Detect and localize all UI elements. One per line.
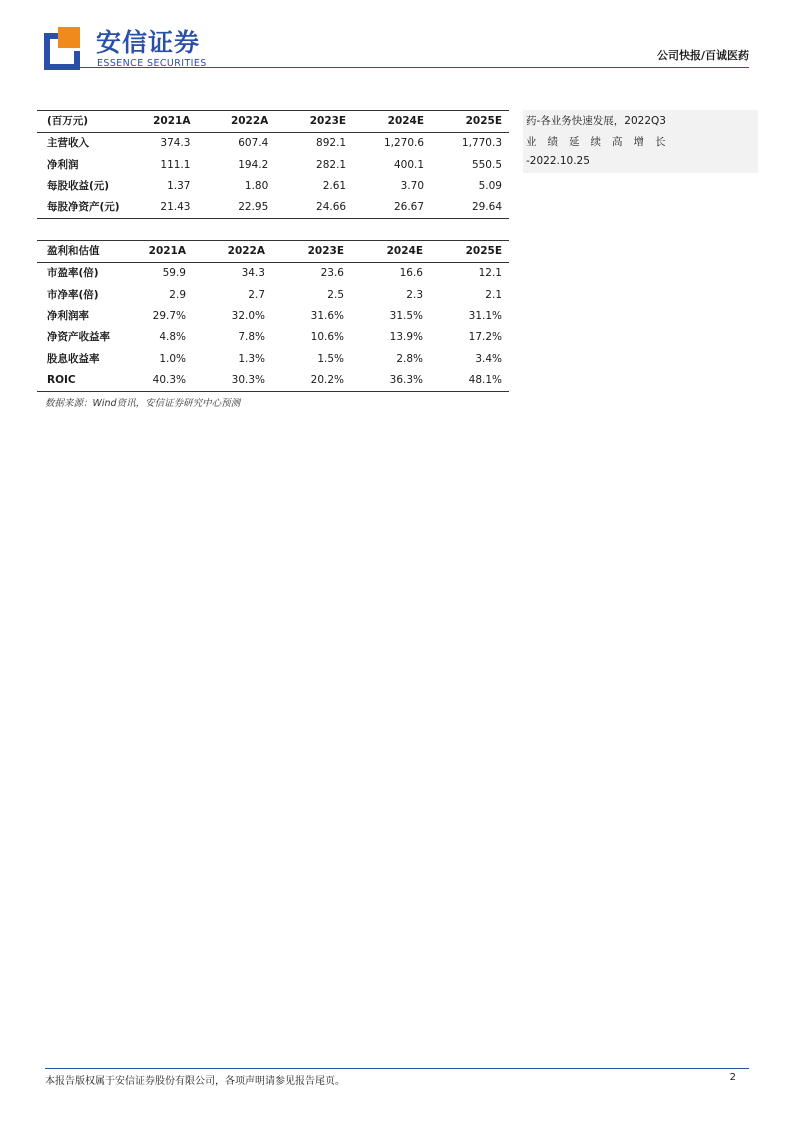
- table-header-year: 2024E: [353, 111, 431, 133]
- table-row: [37, 348, 509, 369]
- table-header-year: 2024E: [351, 241, 430, 263]
- table-cell: 16.6: [399, 267, 423, 280]
- table-header-year: 2023E: [272, 241, 351, 263]
- table-cell: 1,270.6: [383, 137, 425, 150]
- table-cell: 20.2%: [272, 370, 351, 392]
- row-label: 主营收入: [47, 137, 89, 150]
- table-cell: 34.3: [241, 267, 265, 280]
- row-label: 净利润: [47, 158, 79, 171]
- table-header-year: 2021A: [120, 111, 198, 133]
- row-label: 每股收益(元): [47, 180, 110, 193]
- valuation-table: [37, 240, 509, 392]
- row-label: ROIC: [37, 370, 114, 392]
- row-label: 净利润率: [47, 310, 89, 323]
- table-cell: 374.3: [160, 137, 191, 150]
- table-cell: 5.09: [478, 180, 502, 193]
- table-cell: 3.4%: [475, 352, 502, 365]
- table-cell: 2.3: [406, 288, 423, 301]
- financials-table: [37, 110, 509, 219]
- related-report-line1: 药-各业务快速发展，2022Q3: [526, 115, 666, 127]
- table-header-year: 2023E: [275, 111, 353, 133]
- table-cell: 7.8%: [238, 331, 265, 344]
- report-label: 公司快报/百诚医药: [656, 49, 749, 62]
- footer-disclaimer: 本报告版权属于安信证券股份有限公司，各项声明请参见报告尾页。: [45, 1076, 345, 1087]
- table-cell: 892.1: [316, 137, 347, 150]
- table-cell: 1,770.3: [461, 137, 502, 150]
- related-report-box[interactable]: [523, 110, 758, 173]
- table-header-row: [37, 241, 509, 263]
- footer-divider: [45, 1068, 749, 1069]
- table-cell: 1.5%: [317, 352, 344, 365]
- table-row: [37, 370, 509, 392]
- table-cell: 111.1: [160, 158, 191, 171]
- table-cell: 550.5: [471, 158, 502, 171]
- table-cell: 2.1: [485, 288, 502, 301]
- table-cell: 2.61: [322, 180, 347, 193]
- table-cell: 31.1%: [468, 310, 502, 323]
- table-cell: 607.4: [238, 137, 269, 150]
- table-cell: 2.5: [327, 288, 344, 301]
- table-cell: 29.64: [431, 197, 509, 219]
- table-cell: 10.6%: [310, 331, 344, 344]
- row-label: 每股净资产(元): [37, 197, 120, 219]
- table-cell: 59.9: [162, 267, 186, 280]
- row-label: 市盈率(倍): [47, 267, 99, 280]
- table-cell: 40.3%: [114, 370, 193, 392]
- table-header-year: 2021A: [114, 241, 193, 263]
- table-row: [37, 306, 509, 327]
- table-cell: 26.67: [353, 197, 431, 219]
- row-label: 净资产收益率: [47, 331, 110, 344]
- table-cell: 48.1%: [430, 370, 509, 392]
- page-number: 2: [729, 1072, 736, 1083]
- table-cell: 2.9: [169, 288, 186, 301]
- table-cell: 12.1: [478, 267, 502, 280]
- table-header-label: 盈利和估值: [37, 241, 114, 263]
- table-row: [37, 197, 509, 219]
- table-header-year: 2022A: [193, 241, 272, 263]
- table-cell: 282.1: [316, 158, 347, 171]
- table-cell: 36.3%: [351, 370, 430, 392]
- table-row: [37, 133, 509, 155]
- table-cell: 400.1: [393, 158, 425, 171]
- table-cell: 21.43: [120, 197, 198, 219]
- table-header-label: (百万元): [37, 111, 120, 133]
- table-header-year: 2025E: [430, 241, 509, 263]
- table-cell: 1.80: [244, 180, 269, 193]
- table-cell: 3.70: [400, 180, 425, 193]
- source-note: 数据来源：Wind资讯，安信证券研究中心预测: [45, 398, 241, 409]
- related-report-date: -2022.10.25: [526, 155, 590, 167]
- table-row: [37, 176, 509, 197]
- table-cell: 32.0%: [231, 310, 265, 323]
- table-row: [37, 285, 509, 306]
- table-cell: 1.0%: [159, 352, 186, 365]
- brand-logo-icon: [44, 27, 80, 70]
- row-label: 市净率(倍): [47, 288, 99, 301]
- table-cell: 1.3%: [238, 352, 265, 365]
- related-report-line2: 业绩延续高增长: [526, 136, 677, 148]
- table-cell: 2.8%: [396, 352, 423, 365]
- table-cell: 31.6%: [310, 310, 344, 323]
- row-label: 股息收益率: [47, 352, 100, 365]
- brand-name-en: ESSENCE SECURITIES: [97, 58, 207, 69]
- header-divider: [45, 67, 749, 68]
- table-cell: 194.2: [238, 158, 269, 171]
- table-cell: 17.2%: [468, 331, 502, 344]
- table-cell: 13.9%: [389, 331, 423, 344]
- table-cell: 4.8%: [159, 331, 186, 344]
- table-cell: 31.5%: [389, 310, 423, 323]
- table-cell: 24.66: [275, 197, 353, 219]
- table-row: [37, 327, 509, 348]
- table-header-row: [37, 111, 509, 133]
- table-cell: 29.7%: [152, 310, 186, 323]
- table-cell: 30.3%: [193, 370, 272, 392]
- table-cell: 22.95: [197, 197, 275, 219]
- table-cell: 2.7: [248, 288, 265, 301]
- table-cell: 1.37: [167, 180, 191, 193]
- table-header-year: 2025E: [431, 111, 509, 133]
- table-row: [37, 263, 509, 285]
- table-header-year: 2022A: [197, 111, 275, 133]
- table-cell: 23.6: [320, 267, 344, 280]
- table-row: [37, 155, 509, 176]
- brand-name-cn: 安信证券: [96, 28, 201, 57]
